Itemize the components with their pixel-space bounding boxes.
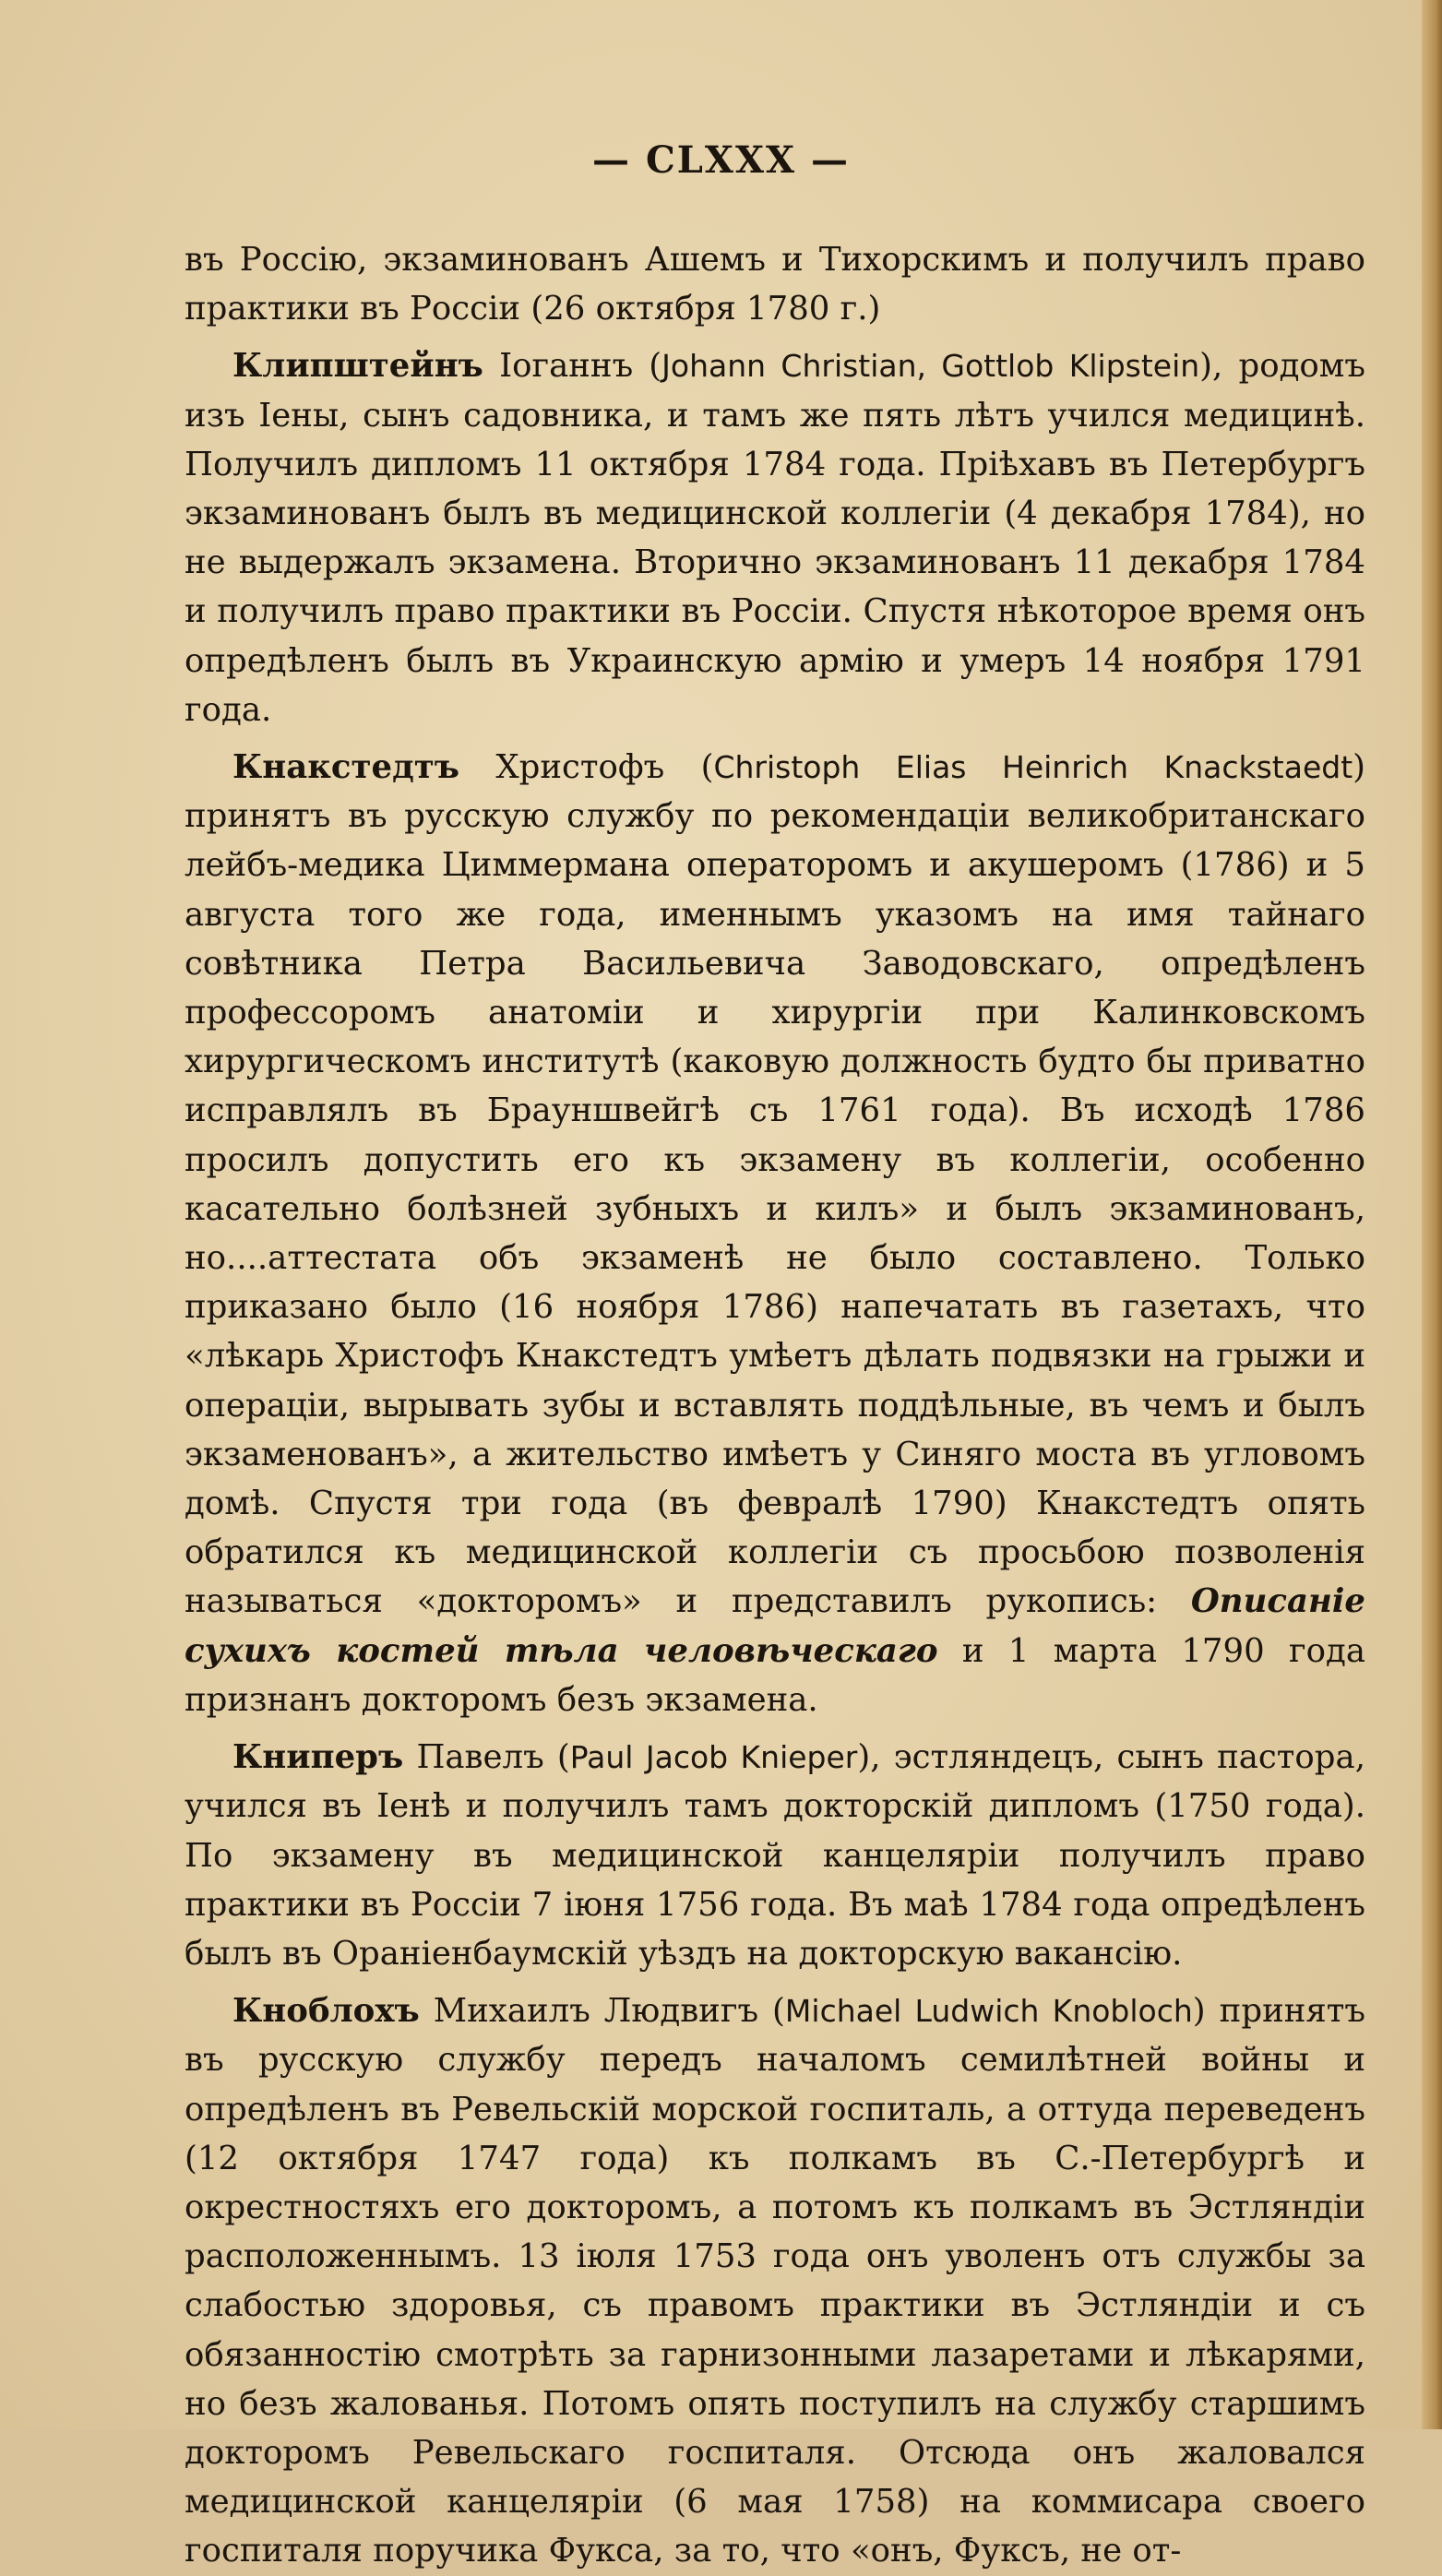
entry-text: ), родомъ изъ Іены, сынъ садовника, и тамъ же пять лѣтъ учился медицинѣ. Получилъ дипломъ 11 октября 1784 года. Пріѣхавъ въ Петербургъ экзаминованъ былъ въ медицинской коллегіи (4 декабря 1784), но не выдержалъ экзамена. Вторично экзаминованъ 11 декабря 1784 и получилъ право практики въ Россіи. Спустя нѣкоторое время онъ опредѣленъ былъ въ Украинскую армію и умеръ 14 ноября 1791 года.	[185, 347, 1365, 729]
body-text	[185, 235, 1365, 2576]
entry-latin-name: Michael Ludwich Knobloch	[784, 1993, 1193, 2030]
paragraph-text: въ Россію, экзаминованъ Ашемъ и Тихорскимъ и получилъ право практики въ Россіи (26 октября 1780 г.)	[185, 241, 1365, 328]
entry-name: Клипштейнъ	[232, 347, 483, 386]
page-edge	[1422, 0, 1442, 2429]
entry-name: Кноблохъ	[232, 1992, 420, 2031]
entry-knieper	[185, 1733, 1365, 1978]
entry-text: ) принятъ въ русскую службу по рекомендаціи великобританскаго лейбъ-медика Циммермана операторомъ и акушеромъ (1786) и 5 августа того же года, именнымъ указомъ на имя тайнаго совѣтника Петра Васильевича Заводовскаго, опредѣленъ профессоромъ анатоміи и хирургіи при Калинковскомъ хирургическомъ институтѣ (каковую должность будто бы приватно исправлялъ въ Брауншвейгѣ съ 1761 года). Въ исходѣ 1786 просилъ допустить его къ экзамену въ коллегіи, особенно касательно болѣзней зубныхъ и килъ» и былъ экзаминованъ, но....аттестата объ экзаменѣ не было составлено. Только приказано было (16 ноября 1786) напечатать въ газетахъ, что «лѣкарь Христофъ Кнакстедтъ умѣетъ дѣлать подвязки на грыжи и операціи, вырывать зубы и вставлять поддѣльные, въ чемъ и былъ экзаменованъ», а жительство имѣетъ у Синяго моста въ угловомъ домѣ. Спустя три года (въ февралѣ 1790) Кнакстедтъ опять обратился къ медицинской коллегіи съ просьбою позволенія называться «докторомъ» и представилъ рукопись:	[185, 748, 1365, 1621]
entry-text: ), эстляндецъ, сынъ пастора, учился въ Іенѣ и получилъ тамъ докторскій дипломъ (1750 года). По экзамену въ медицинской канцеляріи получилъ право практики въ Россіи 7 іюня 1756 года. Въ маѣ 1784 года опредѣленъ былъ въ Ораніенбаумскій уѣздъ на докторскую вакансію.	[185, 1738, 1365, 1973]
entry-text: Христофъ (	[459, 748, 714, 787]
entry-knobloch	[185, 1986, 1365, 2575]
entry-text: ) принятъ въ русскую службу передъ началомъ семилѣтней войны и опредѣленъ въ Ревельскій морской госпиталь, а оттуда переведенъ (12 октября 1747 года) къ полкамъ въ С.-Петербургѣ и окрестностяхъ его докторомъ, а потомъ къ полкамъ въ Эстляндіи расположеннымъ. 13 іюля 1753 года онъ уволенъ отъ службы за слабостью здоровья, съ правомъ практики въ Эстляндіи и съ обязанностію смотрѣть за гарнизонными лазаретами и лѣкарями, но безъ жалованья. Потомъ опять поступилъ на службу старшимъ докторомъ Ревельскаго госпиталя. Отсюда онъ жаловался медицинской канцеляріи (6 мая 1758) на коммисара своего госпиталя поручика Фукса, за то, что «онъ, Фуксъ, не от-	[185, 1992, 1366, 2570]
entry-text: Михаилъ Людвигъ (	[419, 1992, 785, 2031]
entry-manuscript-title: Описаніе сухихъ костей тѣла человѣческаго	[185, 1582, 1365, 1670]
entry-latin-name: Paul Jacob Knieper	[569, 1739, 858, 1776]
entry-text: Павелъ (	[403, 1738, 570, 1777]
entry-name: Книперъ	[232, 1738, 404, 1777]
paragraph-continuation	[185, 235, 1365, 333]
entry-name: Кнакстедтъ	[232, 748, 460, 787]
entry-latin-name: Johann Christian, Gottlob Klipstein	[661, 348, 1200, 385]
entry-text: Іоганнъ (	[483, 347, 662, 386]
entry-knackstaedt	[185, 743, 1365, 1724]
entry-klipstein	[185, 341, 1365, 734]
entry-text: и 1 марта 1790 года признанъ докторомъ безъ экзамена.	[185, 1631, 1365, 1719]
entry-latin-name: Christoph Elias Heinrich Knackstaedt	[713, 749, 1353, 786]
page-number: — CLXXX —	[592, 138, 850, 182]
